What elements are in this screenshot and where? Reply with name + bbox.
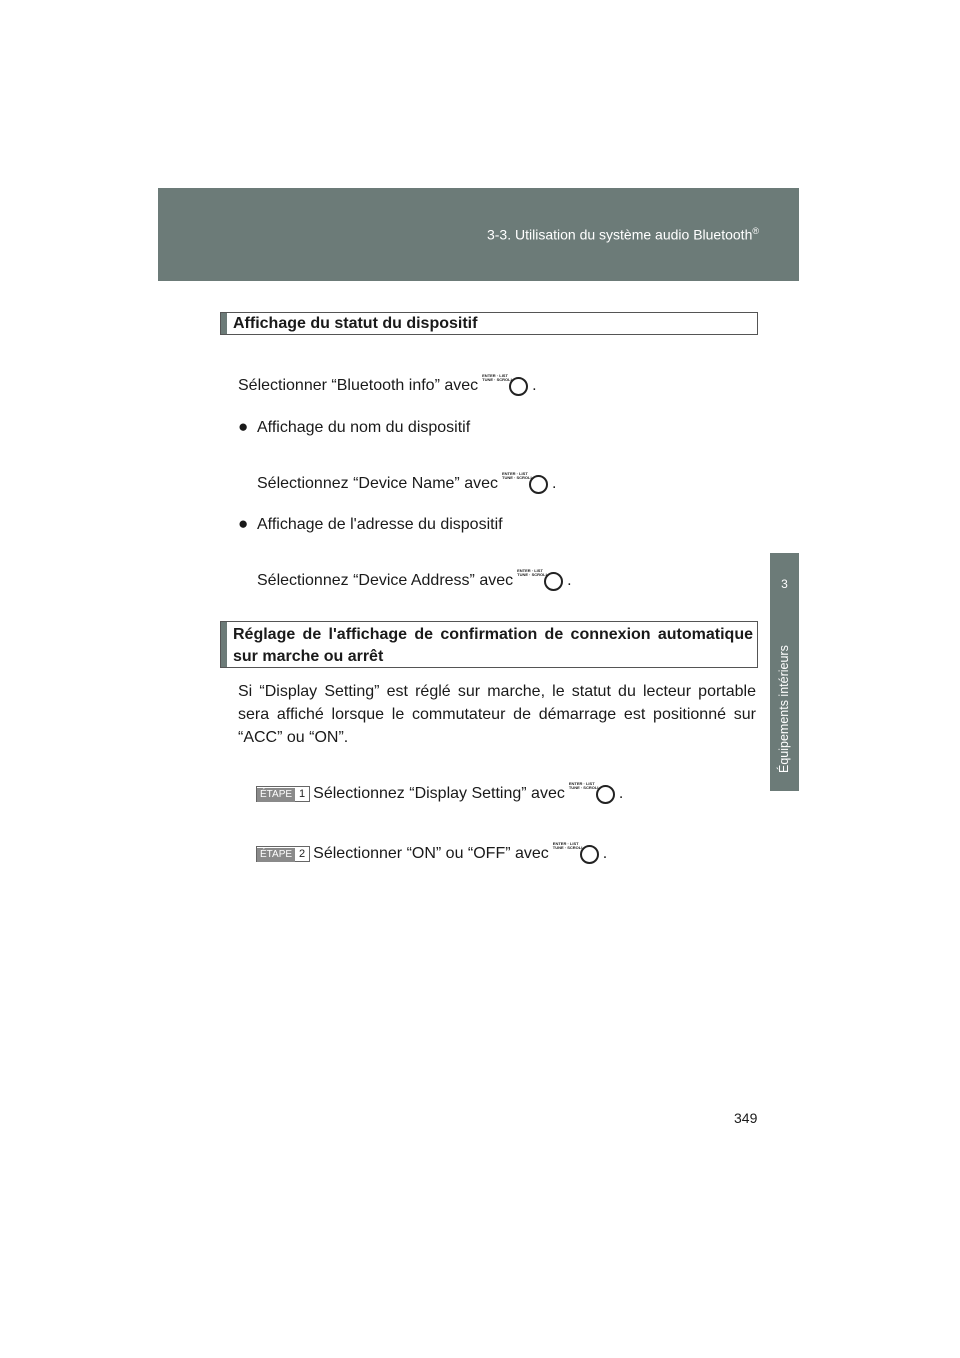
step-1: ÉTAPE 1 Sélectionnez “Display Setting” avec ENTER · LIST TUNE · SCROLL . — [256, 782, 623, 806]
intro-line: Sélectionner “Bluetooth info” avec ENTER · LIST TUNE · SCROLL . — [238, 374, 537, 398]
bullet-icon: ● — [238, 417, 249, 436]
knob-label: ENTER · LIST TUNE · SCROLL — [517, 568, 549, 577]
chapter-title: 3-3. Utilisation du système audio Bluetooth® — [486, 226, 759, 243]
enter-knob-icon — [553, 842, 601, 866]
knob-label: ENTER · LIST TUNE · SCROLL — [502, 471, 533, 480]
bullet-device-address: ● Affichage de l'adresse du dispositif — [238, 514, 503, 533]
step-badge: ÉTAPE 1 — [256, 786, 310, 802]
enter-knob-icon — [482, 374, 530, 398]
section-heading-device-status: Affichage du statut du dispositif — [220, 312, 758, 335]
side-tab-number: 3 — [781, 577, 788, 591]
side-tab — [770, 553, 799, 791]
enter-knob-icon — [502, 472, 550, 496]
section-heading-display-setting: Réglage de l'affichage de confirmation de connexion automatique sur marche ou arrêt — [220, 621, 758, 668]
action-device-address: Sélectionnez “Device Address” avec ENTER · LIST TUNE · SCROLL . — [257, 569, 572, 593]
enter-knob-icon — [517, 569, 565, 593]
step-2: ÉTAPE 2 Sélectionner “ON” ou “OFF” avec ENTER · LIST TUNE · SCROLL . — [256, 842, 607, 866]
chapter-header — [158, 188, 799, 281]
display-setting-paragraph: Si “Display Setting” est réglé sur marche, le statut du lecteur portable sera affiché lorsque le commutateur de démarrage est positionné sur “ACC” ou “ON”. — [238, 683, 756, 746]
knob-label: ENTER · LIST TUNE · SCROLL — [568, 781, 600, 790]
action-device-name: Sélectionnez “Device Name” avec ENTER · LIST TUNE · SCROLL . — [257, 472, 556, 496]
knob-label: ENTER · LIST TUNE · SCROLL — [552, 841, 584, 850]
bullet-device-name: ● Affichage du nom du dispositif — [238, 417, 471, 436]
step-badge: ÉTAPE 2 — [256, 846, 310, 862]
knob-label: ENTER · LIST TUNE · SCROLL — [482, 373, 514, 382]
bullet-icon: ● — [238, 514, 249, 533]
enter-knob-icon — [569, 782, 617, 806]
registered-mark: ® — [752, 226, 759, 236]
page-number: 349 — [734, 1110, 758, 1126]
side-tab-label: Équipements intérieurs — [777, 645, 791, 773]
